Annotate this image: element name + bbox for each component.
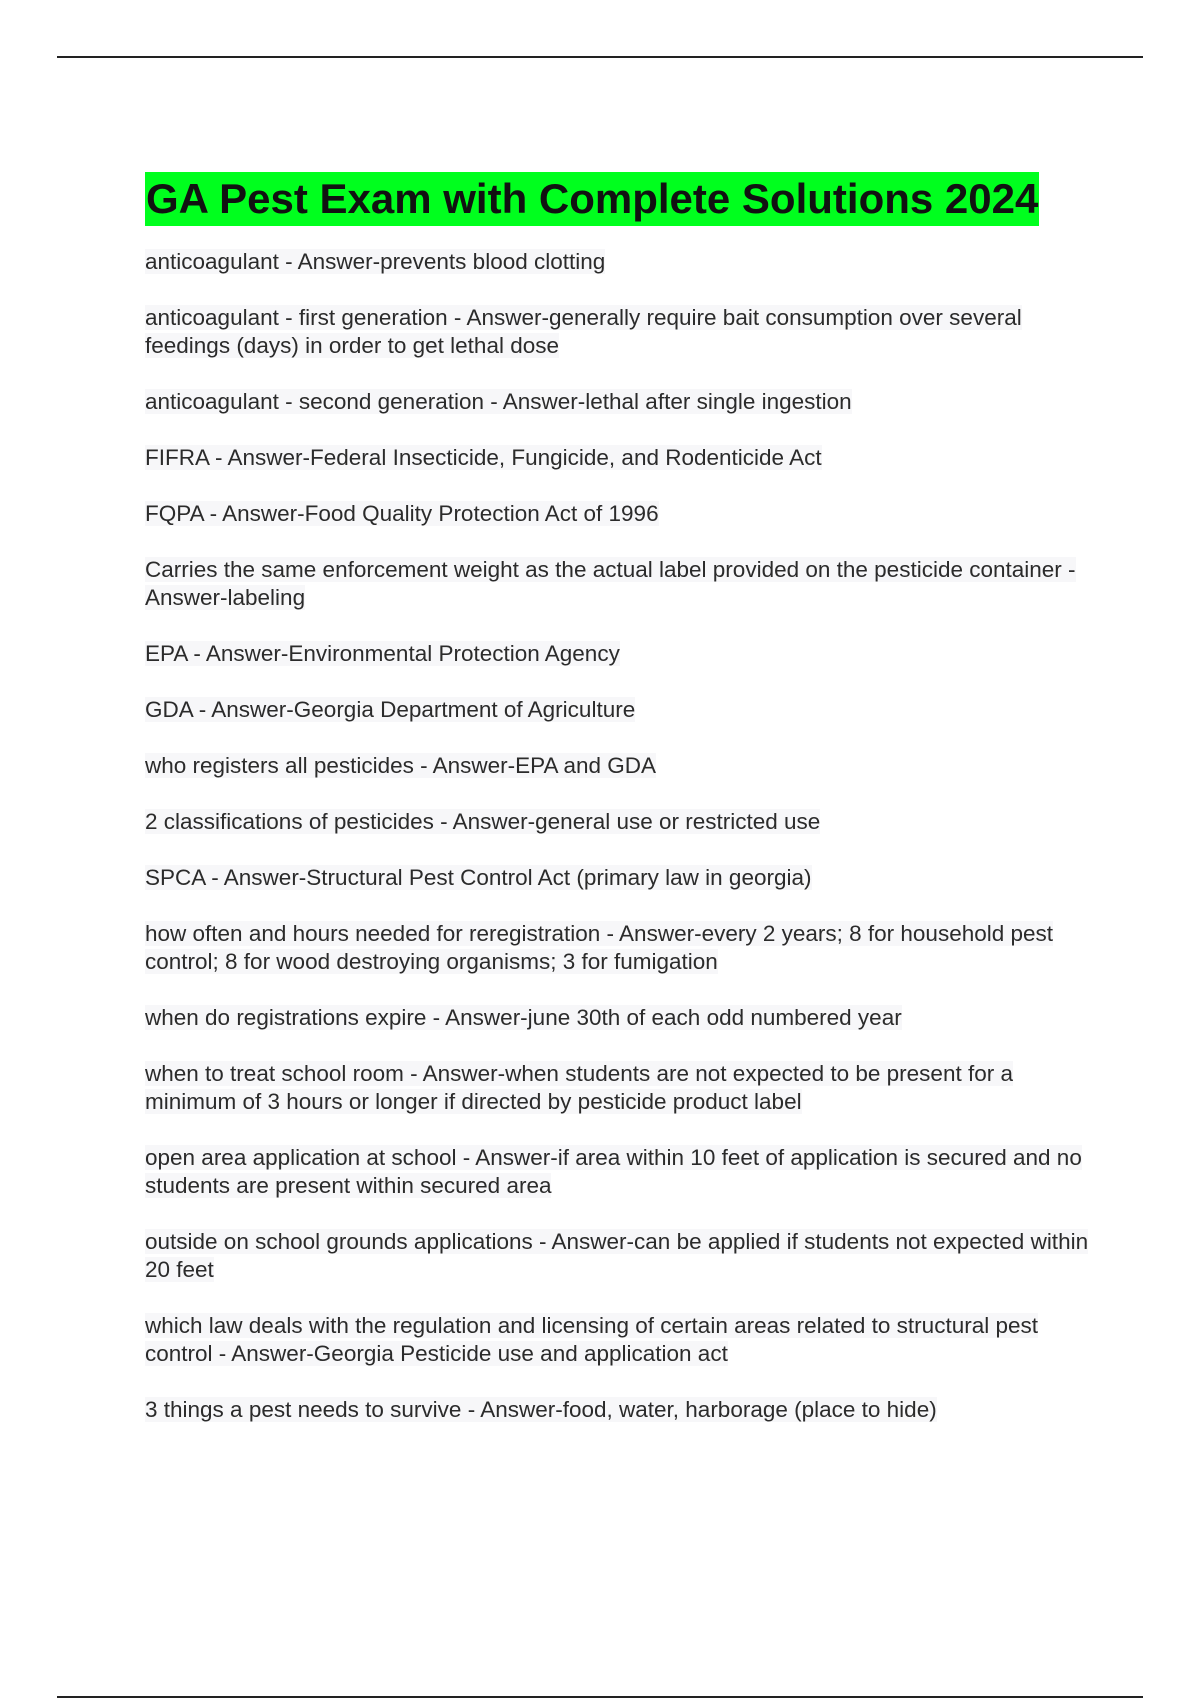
qa-item-text: EPA - Answer-Environmental Protection Agency [145, 641, 620, 666]
qa-item-text: SPCA - Answer-Structural Pest Control Act (primary law in georgia) [145, 865, 812, 890]
qa-item [145, 1144, 1090, 1200]
qa-item [145, 696, 1090, 724]
qa-item [145, 248, 1090, 276]
qa-item-text: who registers all pesticides - Answer-EPA and GDA [145, 753, 657, 778]
qa-item [145, 444, 1090, 472]
qa-item [145, 500, 1090, 528]
qa-item-text: anticoagulant - second generation - Answer-lethal after single ingestion [145, 389, 852, 414]
qa-item [145, 1312, 1090, 1368]
qa-item-text: when do registrations expire - Answer-june 30th of each odd numbered year [145, 1005, 902, 1030]
qa-item-text: Carries the same enforcement weight as the actual label provided on the pesticide container - Answer-labeling [145, 557, 1076, 610]
document-body [145, 172, 1090, 1452]
qa-item [145, 388, 1090, 416]
qa-item [145, 304, 1090, 360]
qa-item-text: GDA - Answer-Georgia Department of Agriculture [145, 697, 636, 722]
qa-item [145, 1004, 1090, 1032]
qa-item [145, 1396, 1090, 1424]
qa-item-text: outside on school grounds applications - Answer-can be applied if students not expected within 20 feet [145, 1229, 1089, 1282]
qa-item [145, 556, 1090, 612]
qa-item-text: FIFRA - Answer-Federal Insecticide, Fungicide, and Rodenticide Act [145, 445, 822, 470]
qa-item-text: when to treat school room - Answer-when students are not expected to be present for a minimum of 3 hours or longer if directed by pesticide product label [145, 1061, 1013, 1114]
qa-item [145, 1228, 1090, 1284]
qa-list [145, 248, 1090, 1424]
qa-item [145, 920, 1090, 976]
top-rule [57, 56, 1143, 58]
bottom-rule [57, 1696, 1143, 1698]
document-title: GA Pest Exam with Complete Solutions 2024 [145, 172, 1039, 226]
qa-item-text: anticoagulant - Answer-prevents blood clotting [145, 249, 606, 274]
qa-item [145, 1060, 1090, 1116]
qa-item-text: which law deals with the regulation and licensing of certain areas related to structural pest control - Answer-Georgia Pesticide use and application act [145, 1313, 1038, 1366]
qa-item [145, 864, 1090, 892]
qa-item-text: FQPA - Answer-Food Quality Protection Act of 1996 [145, 501, 659, 526]
qa-item-text: anticoagulant - first generation - Answer-generally require bait consumption over several feedings (days) in order to get lethal dose [145, 305, 1022, 358]
qa-item [145, 752, 1090, 780]
qa-item-text: open area application at school - Answer-if area within 10 feet of application is secured and no students are present within secured area [145, 1145, 1082, 1198]
qa-item-text: how often and hours needed for reregistration - Answer-every 2 years; 8 for household pest control; 8 for wood destroying organisms; 3 for fumigation [145, 921, 1054, 974]
qa-item [145, 808, 1090, 836]
qa-item [145, 640, 1090, 668]
qa-item-text: 3 things a pest needs to survive - Answer-food, water, harborage (place to hide) [145, 1397, 937, 1422]
qa-item-text: 2 classifications of pesticides - Answer-general use or restricted use [145, 809, 821, 834]
